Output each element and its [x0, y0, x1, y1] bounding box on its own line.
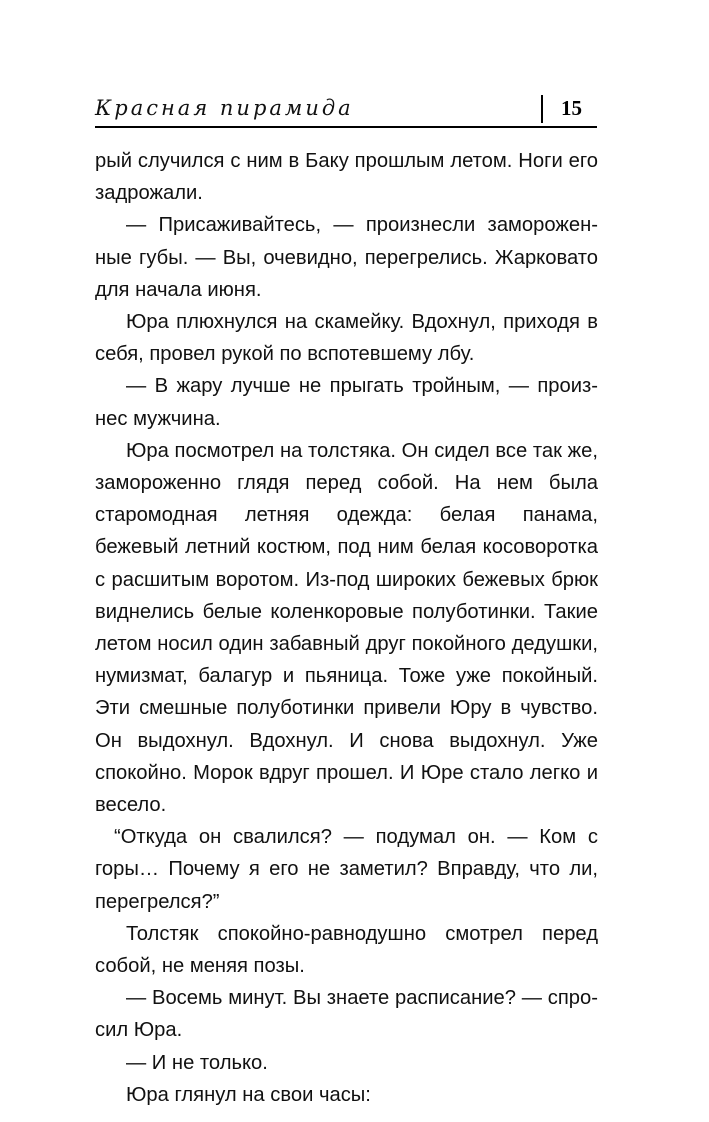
header-divider: [541, 95, 543, 123]
body-text: [95, 145, 598, 1111]
paragraph-9: — И не только.: [126, 1051, 268, 1074]
paragraph-8: — Восемь минут. Вы знаете расписание? — спросил Юра.: [95, 987, 598, 1042]
running-title: Красная пирамида: [95, 96, 354, 120]
page-header: [95, 92, 597, 128]
paragraph-3: Юра плюхнулся на скамейку. Вдохнул, приходя в себя, провел рукой по вспотевшему лбу.: [95, 311, 598, 366]
page-number: 15: [561, 96, 582, 120]
paragraph-5: Юра посмотрел на толстяка. Он сидел все так же, замороженно глядя перед собой. На нем была старомодная летняя одежда: белая панама, бежевый летний костюм, под ним белая косоворотка с расшитым воротом. Из-под широких бежевых брюк виднелись белые коленкоровые полуботинки. Такие летом носил один забавный друг покойного дедушки, нумизмат, балагур и пьяница. Тоже уже покойный. Эти смешные полуботинки привели Юру в чувство. Он выдохнул. Вдохнул. И снова выдохнул. Уже спокойно. Морок вдруг прошел. И Юре стало легко и весело.: [95, 439, 598, 817]
paragraph-6: “Откуда он свалился? — подумал он. — Ком с горы… Почему я его не заметил? Вправду, что ли, перегрелся?”: [95, 826, 598, 913]
paragraph-10: Юра глянул на свои часы:: [126, 1083, 371, 1106]
paragraph-4: — В жару лучше не прыгать тройным, — произнес мужчина.: [95, 375, 598, 430]
paragraph-1: рый случился с ним в Баку прошлым летом. Ноги его задрожали.: [95, 150, 598, 205]
paragraph-2: — Присаживайтесь, — произнесли замороженные губы. — Вы, очевидно, перегрелись. Жарковато для начала июня.: [95, 214, 598, 301]
paragraph-7: Толстяк спокойно-равнодушно смотрел перед собой, не меняя позы.: [95, 922, 598, 978]
